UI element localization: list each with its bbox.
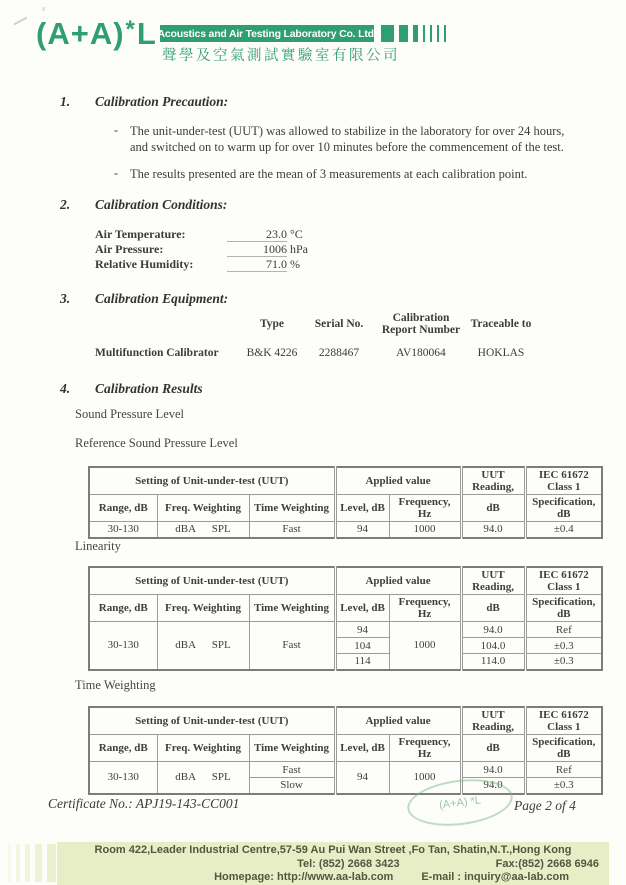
spl-mode-value: SPL — [211, 639, 231, 652]
col-header-freq: Freq. Weighting — [157, 595, 249, 622]
frequency-cell: 1000 — [389, 762, 461, 794]
condition-row-pressure — [95, 242, 308, 257]
uut-reading-cell: 94.0 — [461, 762, 525, 778]
condition-unit: % — [290, 257, 300, 271]
spec-cell: Ref — [525, 762, 602, 778]
equipment-col-header-type: Type — [259, 318, 285, 330]
time-weighting-cell: Fast — [249, 622, 335, 670]
footer-bar — [25, 844, 30, 882]
col-header-freq: Freq. Weighting — [157, 495, 249, 522]
uut-reading-cell: 114.0 — [461, 654, 525, 670]
col-header-reading-db: dB — [461, 595, 525, 622]
logo-bar — [399, 25, 408, 42]
equipment-report-number: AV180064 — [396, 347, 446, 359]
group-header-reading: UUT Reading, — [461, 467, 525, 495]
condition-row-humidity — [95, 257, 300, 272]
col-header-frequency: Frequency, Hz — [389, 495, 461, 522]
logo-bar — [381, 25, 394, 42]
col-header-time: Time Weighting — [249, 495, 335, 522]
spec-cell: Ref — [525, 622, 602, 638]
footer-bars — [8, 844, 56, 882]
company-name-chinese: 聲學及空氣測試實驗室有限公司 — [162, 48, 400, 64]
freq-weighting-cell — [157, 522, 249, 538]
equipment-serial: 2288467 — [318, 347, 360, 359]
uut-reading-cell: 104.0 — [461, 638, 525, 654]
section-2-number: 2. — [60, 197, 71, 212]
freq-weighting-cell — [157, 762, 249, 794]
range-cell: 30-130 — [89, 762, 157, 794]
section-3-title: Calibration Equipment: — [95, 291, 229, 306]
company-stamp: (A+A) *L — [405, 774, 516, 832]
logo-prefix: (A+A) — [36, 16, 125, 51]
group-header-spec: IEC 61672 Class 1 — [525, 467, 602, 495]
group-header-setting: Setting of Unit-under-test (UUT) — [89, 467, 335, 495]
freq-weighting-value: dBA — [175, 639, 197, 652]
frequency-cell: 1000 — [389, 522, 461, 538]
freq-weighting-value: dBA — [175, 523, 197, 536]
range-cell: 30-130 — [89, 622, 157, 670]
spec-cell: ±0.3 — [525, 638, 602, 654]
group-header-reading: UUT Reading, — [461, 707, 525, 735]
equipment-header-row — [95, 312, 535, 336]
level-cell: 94 — [335, 522, 389, 538]
time-weighting-cell: Fast — [249, 762, 335, 778]
group-header-spec: IEC 61672 Class 1 — [525, 707, 602, 735]
group-header-applied: Applied value — [335, 567, 461, 595]
section-1-number: 1. — [60, 94, 71, 109]
time-weighting-table — [88, 706, 603, 795]
uut-reading-cell: 94.0 — [461, 522, 525, 538]
logo-suffix: L — [136, 16, 157, 51]
column-header-row — [89, 595, 602, 622]
equipment-col-header-report: Calibration Report Number — [381, 312, 461, 336]
pen-mark — [13, 17, 27, 26]
logo-bar — [444, 25, 446, 42]
table-row — [89, 622, 602, 638]
subtitle-linearity: Linearity — [75, 539, 121, 553]
col-header-level: Level, dB — [335, 735, 389, 762]
condition-label: Relative Humidity: — [95, 257, 194, 271]
equipment-table — [95, 312, 535, 359]
subtitle-sound-pressure-level: Sound Pressure Level — [75, 407, 185, 421]
time-weighting-cell: Fast — [249, 522, 335, 538]
section-4-title: Calibration Results — [95, 381, 203, 396]
level-cell: 114 — [335, 654, 389, 670]
footer-fax: Fax:(852) 2668 6946 — [495, 857, 599, 870]
logo-bars — [381, 25, 446, 42]
subtitle-reference-spl: Reference Sound Pressure Level — [75, 436, 238, 450]
section-2-title: Calibration Conditions: — [95, 197, 228, 212]
col-header-spec-db: Specification, dB — [525, 735, 602, 762]
condition-label: Air Temperature: — [95, 227, 186, 241]
footer-homepage: Homepage: http://www.aa-lab.com — [214, 871, 394, 883]
column-header-row — [89, 735, 602, 762]
condition-value: 23.0 — [227, 227, 287, 242]
equipment-data-row — [95, 347, 535, 359]
logo-star: * — [125, 16, 136, 43]
condition-row-temperature — [95, 227, 303, 242]
group-header-row — [89, 467, 602, 495]
linearity-table — [88, 566, 603, 671]
col-header-freq: Freq. Weighting — [157, 735, 249, 762]
equipment-name: Multifunction Calibrator — [95, 347, 219, 359]
certificate-number: Certificate No.: APJ19-143-CC001 — [48, 796, 240, 811]
logo-bar — [423, 25, 425, 42]
page-number: Page 2 of 4 — [514, 798, 576, 813]
col-header-reading-db: dB — [461, 735, 525, 762]
logo-bar — [430, 25, 432, 42]
spl-mode-value: SPL — [211, 523, 231, 536]
condition-unit: °C — [290, 227, 303, 241]
uut-reading-cell: 94.0 — [461, 622, 525, 638]
precaution-bullet-2: The results presented are the mean of 3 measurements at each calibration point. — [130, 167, 528, 181]
table-row — [89, 522, 602, 538]
spl-mode-value: SPL — [211, 771, 231, 784]
logo-bar — [413, 25, 418, 42]
group-header-setting: Setting of Unit-under-test (UUT) — [89, 707, 335, 735]
frequency-cell: 1000 — [389, 622, 461, 670]
col-header-level: Level, dB — [335, 595, 389, 622]
freq-weighting-cell — [157, 622, 249, 670]
condition-value: 1006 — [227, 242, 287, 257]
group-header-reading: UUT Reading, — [461, 567, 525, 595]
col-header-range: Range, dB — [89, 595, 157, 622]
equipment-col-header-serial: Serial No. — [314, 318, 364, 330]
footer-bar — [16, 844, 20, 882]
group-header-spec: IEC 61672 Class 1 — [525, 567, 602, 595]
spec-cell: ±0.3 — [525, 778, 602, 794]
equipment-type: B&K 4226 — [246, 347, 298, 359]
col-header-frequency: Frequency, Hz — [389, 595, 461, 622]
bullet-dash: - — [114, 166, 119, 180]
reference-spl-table — [88, 466, 603, 539]
level-cell: 94 — [335, 762, 389, 794]
footer-bar — [35, 844, 42, 882]
company-name-banner: Acoustics and Air Testing Laboratory Co. Ltd. — [160, 25, 374, 42]
group-header-applied: Applied value — [335, 707, 461, 735]
range-cell: 30-130 — [89, 522, 157, 538]
company-logo — [36, 16, 157, 52]
footer-email: E-mail : inquiry@aa-lab.com — [421, 871, 569, 883]
condition-unit: hPa — [290, 242, 308, 256]
equipment-traceable: HOKLAS — [477, 347, 525, 359]
precaution-bullet-1: The unit-under-test (UUT) was allowed to stabilize in the laboratory for over 24 hours, and switched on to warm up for over 10 minutes before the commencement of the test. — [130, 124, 565, 155]
level-cell: 104 — [335, 638, 389, 654]
table-row — [89, 762, 602, 778]
col-header-spec-db: Specification, dB — [525, 595, 602, 622]
spec-cell: ±0.4 — [525, 522, 602, 538]
col-header-reading-db: dB — [461, 495, 525, 522]
condition-label: Air Pressure: — [95, 242, 164, 256]
bullet-dash: - — [114, 123, 119, 137]
group-header-row — [89, 707, 602, 735]
col-header-range: Range, dB — [89, 495, 157, 522]
condition-value: 71.0 — [227, 257, 287, 272]
footer-bar — [8, 844, 11, 882]
group-header-setting: Setting of Unit-under-test (UUT) — [89, 567, 335, 595]
section-1-title: Calibration Precaution: — [95, 94, 229, 109]
uut-reading-cell: 94.0 — [461, 778, 525, 794]
scan-speck — [42, 7, 45, 11]
column-header-row — [89, 495, 602, 522]
col-header-time: Time Weighting — [249, 735, 335, 762]
col-header-spec-db: Specification, dB — [525, 495, 602, 522]
level-cell: 94 — [335, 622, 389, 638]
col-header-frequency: Frequency, Hz — [389, 735, 461, 762]
footer-tel: Tel: (852) 2668 3423 — [297, 857, 400, 870]
subtitle-time-weighting: Time Weighting — [75, 678, 156, 692]
freq-weighting-value: dBA — [175, 771, 197, 784]
col-header-level: Level, dB — [335, 495, 389, 522]
footer-address: Room 422,Leader Industrial Centre,57-59 Au Pui Wan Street ,Fo Tan, Shatin,N.T.,Hong Kong — [94, 844, 572, 856]
group-header-applied: Applied value — [335, 467, 461, 495]
col-header-time: Time Weighting — [249, 595, 335, 622]
logo-bar — [437, 25, 439, 42]
group-header-row — [89, 567, 602, 595]
equipment-col-header-traceable: Traceable to — [470, 318, 532, 330]
section-4-number: 4. — [60, 381, 71, 396]
spec-cell: ±0.3 — [525, 654, 602, 670]
time-weighting-cell: Slow — [249, 778, 335, 794]
footer-bar — [47, 844, 56, 882]
col-header-range: Range, dB — [89, 735, 157, 762]
footer-address-box — [57, 842, 609, 885]
section-3-number: 3. — [60, 291, 71, 306]
